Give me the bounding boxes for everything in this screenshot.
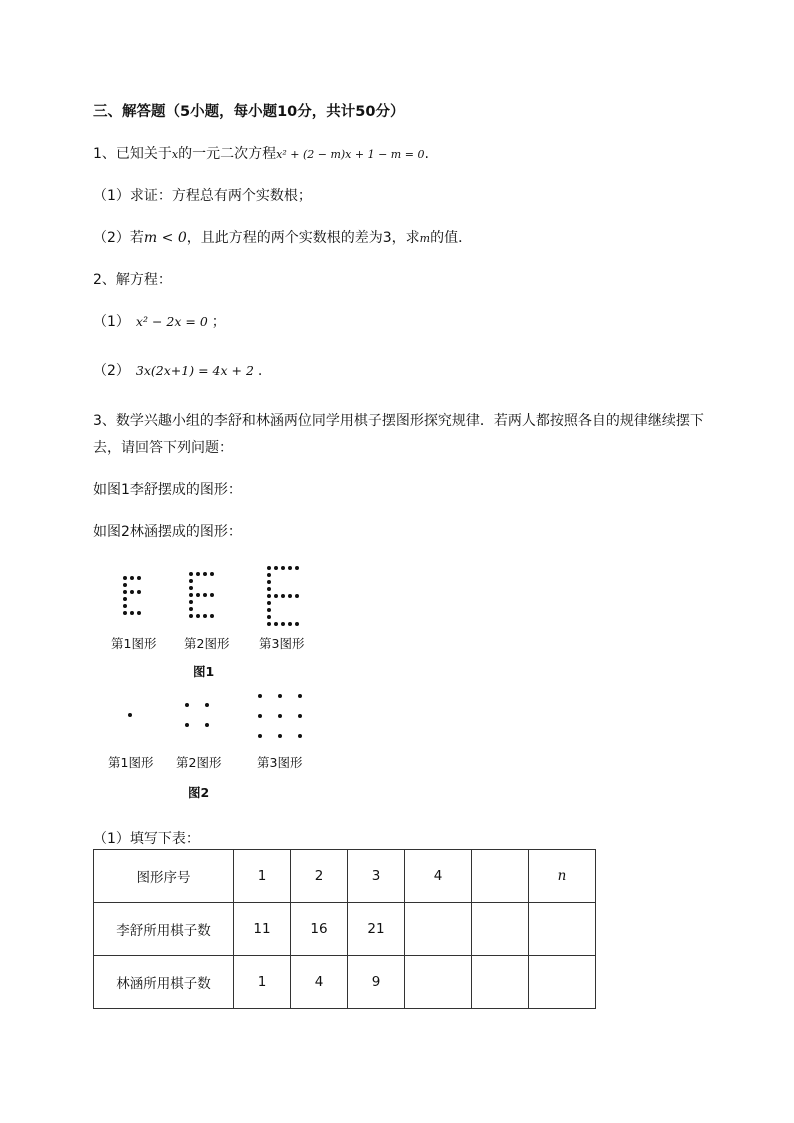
q1-end: . bbox=[424, 146, 429, 162]
q2-part1-eq: x² − 2x = 0 bbox=[135, 314, 208, 329]
table-header-cell: 2 bbox=[291, 850, 348, 903]
figure-1-dots bbox=[100, 560, 320, 630]
q3-fig2-intro: 如图2林涵摆成的图形： bbox=[93, 524, 242, 540]
fig2-caption-1: 第1图形 bbox=[108, 755, 154, 770]
table-cell[interactable] bbox=[405, 956, 472, 1009]
q3-part1: （1）填写下表： bbox=[93, 831, 200, 847]
table-cell[interactable] bbox=[405, 903, 472, 956]
q1-part2 bbox=[93, 227, 472, 247]
q3-fig1-intro: 如图1李舒摆成的图形： bbox=[93, 482, 242, 498]
fig1-pattern-3 bbox=[267, 566, 299, 626]
fig2-pattern-1 bbox=[128, 713, 132, 717]
q1-equation: x² + (2 − m)x + 1 − m = 0 bbox=[276, 148, 425, 161]
table-header-cell: 3 bbox=[348, 850, 405, 903]
q2-part1 bbox=[93, 311, 226, 331]
q2-part1-label: （1） bbox=[93, 314, 130, 330]
table-cell[interactable] bbox=[472, 956, 529, 1009]
table-cell: 21 bbox=[348, 903, 405, 956]
section-title: 三、解答题（5小题，每小题10分，共计50分） bbox=[93, 104, 405, 120]
q3-line2: 去，请回答下列问题： bbox=[93, 440, 233, 456]
table-cell: 9 bbox=[348, 956, 405, 1009]
figure-2-dots bbox=[100, 684, 320, 744]
table-header-row bbox=[94, 850, 596, 903]
fig1-caption-3: 第3图形 bbox=[259, 636, 305, 651]
table-header-cell bbox=[472, 850, 529, 903]
table-header-cell: n bbox=[529, 850, 596, 903]
q1-prefix: 1、已知关于 bbox=[93, 146, 172, 162]
table-cell[interactable] bbox=[529, 903, 596, 956]
fig2-caption-3: 第3图形 bbox=[257, 755, 303, 770]
q1-middle: 的一元二次方程 bbox=[178, 146, 277, 162]
q1-part1: （1）求证：方程总有两个实数根； bbox=[93, 188, 312, 204]
table-header-cell: 1 bbox=[234, 850, 291, 903]
q2-part2-eq: 3x(2x+1) = 4x + 2 bbox=[135, 363, 254, 378]
q1-part2-middle: ，且此方程的两个实数根的差为3，求 bbox=[186, 230, 420, 246]
fig2-caption-2: 第2图形 bbox=[176, 755, 222, 770]
q2-title: 2、解方程： bbox=[93, 272, 172, 288]
figure-1-label: 图1 bbox=[193, 664, 215, 679]
table-cell: 李舒所用棋子数 bbox=[94, 903, 234, 956]
table-cell: 11 bbox=[234, 903, 291, 956]
table-cell[interactable] bbox=[529, 956, 596, 1009]
question-1 bbox=[93, 143, 429, 163]
table-cell: 林涵所用棋子数 bbox=[94, 956, 234, 1009]
fig1-caption-1: 第1图形 bbox=[111, 636, 157, 651]
q1-part2-var: m bbox=[419, 232, 431, 245]
table-cell: 16 bbox=[291, 903, 348, 956]
table-row bbox=[94, 956, 596, 1009]
table-header-cell: 图形序号 bbox=[94, 850, 234, 903]
q1-part2-end: 的值． bbox=[430, 230, 473, 246]
table-row bbox=[94, 903, 596, 956]
fig1-pattern-2 bbox=[189, 572, 214, 618]
q2-part1-end: ； bbox=[211, 314, 226, 330]
fig1-caption-2: 第2图形 bbox=[184, 636, 230, 651]
q2-part2-label: （2） bbox=[93, 363, 130, 379]
q3-line1: 3、数学兴趣小组的李舒和林涵两位同学用棋子摆图形探究规律．若两人都按照各自的规律继续摆下 bbox=[93, 413, 704, 429]
table-cell[interactable] bbox=[472, 903, 529, 956]
q1-part2-cond: m < 0 bbox=[143, 230, 187, 246]
answer-table bbox=[93, 849, 596, 1009]
q2-part2-end: . bbox=[257, 363, 263, 379]
fig2-pattern-3 bbox=[258, 694, 302, 738]
figure-2-label: 图2 bbox=[188, 785, 210, 800]
fig1-pattern-1 bbox=[123, 576, 141, 615]
q1-part2-prefix: （2）若 bbox=[93, 230, 144, 246]
q2-part2 bbox=[93, 360, 262, 380]
fig2-pattern-2 bbox=[185, 703, 209, 727]
q1-var-x: x bbox=[171, 148, 179, 161]
table-cell: 1 bbox=[234, 956, 291, 1009]
table-cell: 4 bbox=[291, 956, 348, 1009]
table-header-cell: 4 bbox=[405, 850, 472, 903]
